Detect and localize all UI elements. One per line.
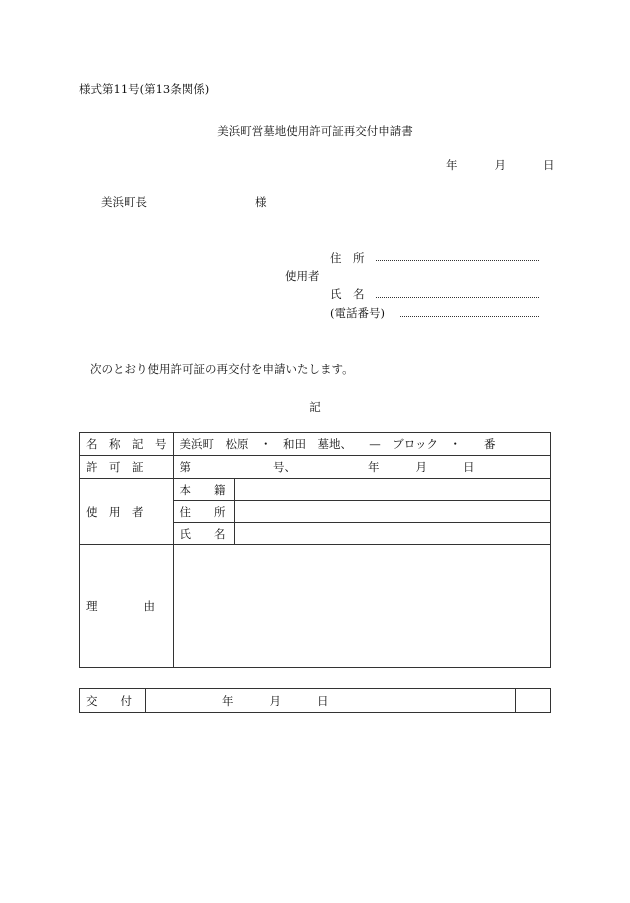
issuance-day: 日 bbox=[317, 693, 329, 708]
issuance-row bbox=[80, 689, 551, 713]
permit-value[interactable] bbox=[173, 456, 551, 479]
applicant-label: 使用者 bbox=[285, 269, 320, 283]
applicant-name-field[interactable] bbox=[376, 297, 539, 298]
intro-text: 次のとおり使用許可証の再交付を申請いたします。 bbox=[90, 362, 354, 376]
date-day: 日 bbox=[543, 158, 555, 172]
issuance-year: 年 bbox=[222, 693, 234, 708]
table-row-permit bbox=[80, 456, 551, 479]
permit-month: 月 bbox=[415, 460, 427, 474]
applicant-phone-field[interactable] bbox=[400, 316, 539, 317]
reason-field[interactable] bbox=[173, 545, 551, 668]
issuance-label: 交 付 bbox=[80, 689, 146, 713]
permit-dai: 第 bbox=[179, 460, 191, 474]
permit-day: 日 bbox=[463, 460, 475, 474]
date-month: 月 bbox=[494, 158, 506, 172]
issuance-table bbox=[79, 688, 551, 713]
jusho-label: 住 所 bbox=[173, 501, 234, 523]
user-label: 使 用 者 bbox=[80, 479, 174, 545]
reason-label: 理 由 bbox=[80, 545, 174, 668]
table-row-name-code bbox=[80, 433, 551, 456]
issuance-month: 月 bbox=[269, 693, 281, 708]
table-row-user-honseki bbox=[80, 479, 551, 501]
applicant-name-label: 氏 名 bbox=[330, 287, 365, 301]
addressee-name: 美浜町長 bbox=[101, 195, 147, 209]
table-row-reason bbox=[80, 545, 551, 668]
jusho-field[interactable] bbox=[234, 501, 551, 523]
ki-heading: 記 bbox=[309, 400, 321, 414]
application-table bbox=[79, 432, 551, 668]
shimei-label: 氏 名 bbox=[173, 523, 234, 545]
name-code-value[interactable]: 美浜町 松原 ・ 和田 墓地、 — ブロック ・ 番 bbox=[173, 433, 551, 456]
applicant-address-field[interactable] bbox=[376, 260, 539, 261]
name-code-label: 名 称 記 号 bbox=[80, 433, 174, 456]
application-date bbox=[446, 157, 555, 173]
permit-year: 年 bbox=[368, 460, 380, 474]
shimei-field[interactable] bbox=[234, 523, 551, 545]
honseki-field[interactable] bbox=[234, 479, 551, 501]
issuance-date[interactable] bbox=[146, 689, 516, 713]
date-year: 年 bbox=[446, 158, 458, 172]
honseki-label: 本 籍 bbox=[173, 479, 234, 501]
permit-label: 許 可 証 bbox=[80, 456, 174, 479]
issuance-stamp-field[interactable] bbox=[516, 689, 551, 713]
form-number: 様式第11号(第13条関係) bbox=[79, 82, 210, 96]
applicant-phone-label: (電話番号) bbox=[330, 306, 385, 320]
applicant-address-label: 住 所 bbox=[330, 251, 365, 265]
addressee-honorific: 様 bbox=[255, 195, 267, 209]
document-title: 美浜町営墓地使用許可証再交付申請書 bbox=[217, 124, 413, 138]
permit-go: 号、 bbox=[273, 460, 296, 474]
